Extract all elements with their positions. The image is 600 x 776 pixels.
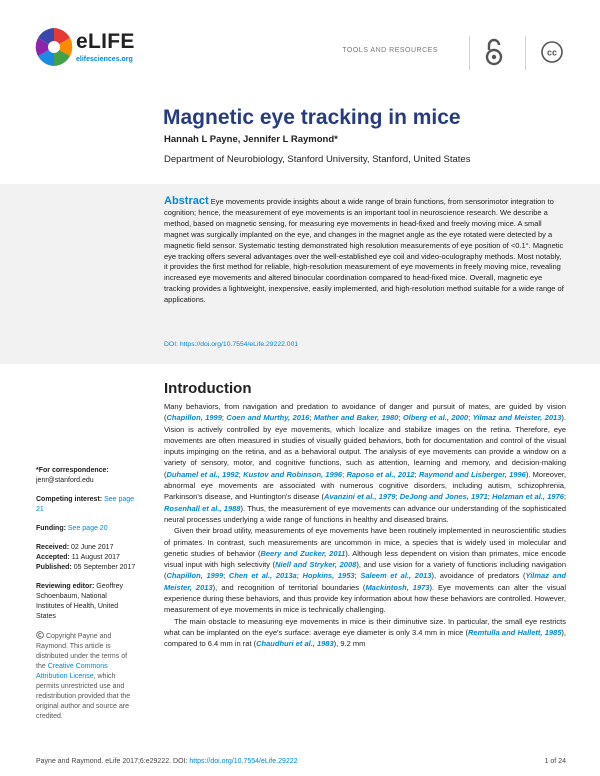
published-date: 05 September 2017: [73, 564, 136, 571]
paragraph: Given their broad utility, measurements of eye movements have been routinely implemented in neuroscientific studies of primates. In contrast, such measurements are uncommon in mice, a species that is widely used in molecular and genetic studies of behavior (Beery and Zucker, 2011). Although less dependent on vision than primates, mice encode visual input with high selectivity (Niell and Stryker, 2008), and use vision for a variety of functions including navigation (Chapillon, 1999; Chen et al., 2013a; Hopkins, 1953; Saleem et al., 2013), avoidance of predators (Yilmaz and Meister, 2013), and recognition of territorial boundaries (Mackintosh, 1973). Eye movements can alter the visual experience during these behaviors, and thus provide key information about how these behaviors are controlled. However, measurement of eye movements in mice is technically challenging.: [164, 526, 567, 615]
footer-doi-label: DOI:: [173, 758, 188, 765]
abstract-text: Eye movements provide insights about a wide range of brain functions, from sensorimotor integration to cognition; hence, the measurement of eye movements is an important tool in neuroscience research. We describe a method, based on magnetic sensing, for measuring eye movements in head-fixed and freely moving mice. A small magnet was surgically implanted on the eye, and changes in the magnet angle as the eye rotated were detected by a magnetic field sensor. Systematic testing demonstrated high resolution measurements of eye position of <0.1°. Magnetic eye tracking offers several advantages over the well-established eye coil and video-oculography methods. Most notably, it provides the first method for reliable, high-resolution measurement of eye movements in freely moving mice, revealing increased eye movements and altered binocular coordination compared to head-fixed mice. Overall, magnetic eye tracking provides a lightweight, inexpensive, easily implemented, and high-resolution method suitable for a wide range of applications.: [164, 197, 564, 305]
svg-text:cc: cc: [546, 47, 558, 58]
citation-link[interactable]: Kustov and Robinson, 1996: [243, 469, 343, 479]
received-label: Received:: [36, 544, 70, 551]
header-divider: [525, 36, 526, 70]
footer-citation-text: Payne and Raymond. eLife 2017;6:e29222.: [36, 758, 172, 765]
correspondence-email[interactable]: jenr@stanford.edu: [36, 477, 94, 484]
citation-link[interactable]: Avanzini et al., 1979: [324, 492, 396, 502]
citation-link[interactable]: Yilmaz and Meister, 2013: [472, 413, 562, 423]
citation-link[interactable]: Mackintosh, 1973: [365, 582, 430, 592]
abstract-doi-link[interactable]: DOI: https://doi.org/10.7554/eLife.29222.001: [164, 341, 299, 348]
license-link[interactable]: Creative Commons Attribution License,: [36, 663, 108, 680]
footer-doi-link[interactable]: https://doi.org/10.7554/eLife.29222: [189, 758, 298, 765]
article-type-label: TOOLS AND RESOURCES: [342, 47, 438, 54]
citation-link[interactable]: Beery and Zucker, 2011: [260, 548, 346, 558]
creative-commons-icon: [541, 41, 563, 63]
citation-link[interactable]: Saleem et al., 2013: [360, 571, 432, 581]
citation-link[interactable]: Raposo et al., 2012: [346, 469, 415, 479]
citation-link[interactable]: Coen and Murthy, 2016: [226, 413, 310, 423]
paragraph: Many behaviors, from navigation and predation to avoidance of danger and pursuit of mates, are guided by vision (Chapillon, 1999; Coen and Murthy, 2016; Mather and Baker, 1980; Olberg et al., 2000; Yilmaz and Meister, 2013). Vision is actively controlled by eye movements, which localize and stabilize images on the retina. Therefore, eye movements are often measured in studies of visually guided behaviors, both for documentation and control of the visual inputs impinging on the retina, and as a behavioral output. The analysis of eye movements can provide a window on a variety of sensory, motor, and cognitive functions, such as attention, learning and memory, and decision-making (Duhamel et al., 1992; Kustov and Robinson, 1996; Raposo et al., 2012; Raymond and Lisberger, 1996). Moreover, abnormal eye movements are associated with numerous cognitive disorders, including autism, schizophrenia, Parkinson's disease, and Huntington's disease (Avanzini et al., 1979; DeJong and Jones, 1971; Holzman et al., 1976; Rosenhall et al., 1988). Thus, the measurement of eye movements can advance our understanding of the sophisticated neural processes underlying a wide range of functions in healthy and diseased brains.: [164, 402, 567, 524]
competing-interest-block: [36, 495, 136, 515]
citation-link[interactable]: Duhamel et al., 1992: [166, 469, 239, 479]
funding-label: Funding:: [36, 525, 66, 532]
published-label: Published:: [36, 564, 72, 571]
elife-logo-icon: [34, 27, 74, 67]
funding-link[interactable]: See page 20: [67, 525, 108, 532]
abstract: [164, 196, 566, 306]
reviewing-editor-value: Geoffrey Schoenbaum, National Institutes of Health, United States: [36, 583, 124, 620]
funding-block: [36, 524, 136, 534]
article-title: Magnetic eye tracking in mice: [163, 106, 461, 129]
citation-link[interactable]: Niell and Stryker, 2008: [275, 560, 357, 570]
citation-link[interactable]: Olberg et al., 2000: [402, 413, 469, 423]
footer-citation: [36, 758, 298, 765]
citation-link[interactable]: Yilmaz and Meister, 2013: [164, 571, 566, 592]
citation-link[interactable]: Mather and Baker, 1980: [313, 413, 399, 423]
elife-wordmark: eLIFE: [76, 30, 135, 53]
citation-link[interactable]: Rosenhall et al., 1988: [164, 503, 241, 513]
accepted-label: Accepted:: [36, 554, 70, 561]
citation-link[interactable]: Hopkins, 1953: [302, 571, 355, 581]
citation-link[interactable]: Remtulla and Hallett, 1985: [468, 627, 562, 637]
competing-interest-label: Competing interest:: [36, 496, 103, 503]
header-divider: [469, 36, 470, 70]
paragraph: The main obstacle to measuring eye movements in mice is their diminutive size. In particular, the small eye restricts what can be implanted on the eye's surface: average eye diameter is only 3.4 mm in mice (Remtulla and Hallett, 1985), compared to 6.4 mm in rat (Chaudhuri et al., 1983), 9.2 mm: [164, 616, 566, 649]
introduction-body: [164, 401, 566, 650]
elife-site-link[interactable]: elifesciences.org: [76, 56, 133, 63]
copyright-block: [36, 631, 136, 722]
citation-link[interactable]: Chapillon, 1999: [166, 571, 224, 581]
citation-link[interactable]: Holzman et al., 1976: [492, 492, 564, 502]
citation-link[interactable]: DeJong and Jones, 1971: [399, 492, 488, 502]
accepted-date: 11 August 2017: [71, 554, 120, 561]
copyright-icon: [36, 631, 44, 639]
article-sidebar: [36, 466, 136, 731]
received-date: 02 June 2017: [71, 544, 114, 551]
license-text: which permits unrestricted use and redistribution provided that the original author and source are credited.: [36, 673, 131, 720]
introduction-heading: Introduction: [164, 380, 252, 397]
page-number: 1 of 24: [544, 758, 566, 765]
reviewing-editor-block: [36, 582, 136, 622]
copyright-text: Copyright Payne and Raymond. This article is distributed under the terms of the: [36, 633, 128, 670]
abstract-label: Abstract: [164, 195, 209, 207]
reviewing-editor-label: Reviewing editor:: [36, 583, 95, 590]
dates-block: [36, 543, 136, 573]
author-list: Hannah L Payne, Jennifer L Raymond*: [164, 134, 338, 145]
correspondence-block: [36, 466, 136, 486]
citation-link[interactable]: Raymond and Lisberger, 1996: [418, 469, 526, 479]
author-affiliation: Department of Neurobiology, Stanford University, Stanford, United States: [164, 154, 471, 165]
citation-link[interactable]: Chen et al., 2013a: [228, 571, 297, 581]
citation-link[interactable]: Chapillon, 1999: [166, 413, 222, 423]
correspondence-label: *For correspondence:: [36, 467, 109, 474]
competing-interest-link[interactable]: See page 21: [36, 496, 135, 513]
open-access-icon: [483, 37, 505, 67]
citation-link[interactable]: Chaudhuri et al., 1983: [256, 639, 334, 649]
